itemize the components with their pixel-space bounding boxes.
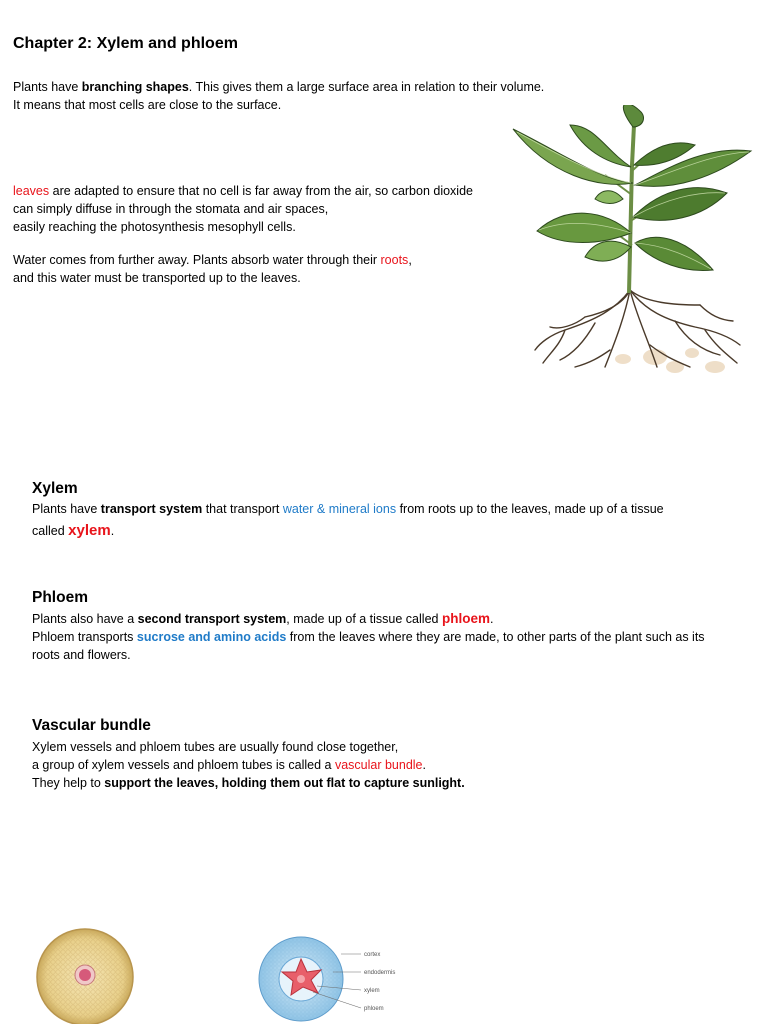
text: Phloem transports [32,630,137,644]
text: from the leaves where they are made, to other parts of the plant such as its [286,630,705,644]
text: , [408,253,412,267]
intro-line-2: It means that most cells are close to the surface. [13,98,282,112]
text: a group of xylem vessels and phloem tubes is called a [32,758,335,772]
label-xylem: xylem [364,988,380,994]
stele-diagram [255,928,405,1024]
text: Water comes from further away. Plants absorb water through their [13,253,381,267]
label-endodermis: endodermis [364,970,396,976]
bold-term: transport system [100,502,203,516]
text: They help to [32,776,105,790]
keyword-roots: roots [380,253,409,267]
keyword-leaves: leaves [13,184,50,198]
text: Plants have [32,502,101,516]
page-title: Chapter 2: Xylem and phloem [13,35,238,52]
text: called [32,524,69,538]
text: that transport [202,502,283,516]
text: , made up of a tissue called [286,612,442,626]
leaves-line-3: easily reaching the photosynthesis mesophyll cells. [13,220,296,234]
xylem-heading: Xylem [32,480,78,497]
text: . This gives them a large surface area in relation to their volume. [188,80,545,94]
vascular-line-3 [32,774,465,792]
phloem-heading: Phloem [32,589,88,606]
bold-term: second transport system [137,612,287,626]
label-phloem: phloem [364,1006,384,1012]
intro-line-1 [13,78,544,96]
phloem-line-3: roots and flowers. [32,648,131,662]
text: . [110,524,115,538]
root-cross-section [28,922,140,1024]
xylem-line-2 [32,522,664,540]
keyword-xylem: xylem [68,522,111,539]
water-line-2: and this water must be transported up to the leaves. [13,271,301,285]
keyword-vascular-bundle: vascular bundle [334,758,423,772]
phloem-line-1 [32,610,705,628]
leaves-paragraph [13,182,473,236]
text: from roots up to the leaves, made up of a tissue [396,502,664,516]
intro-paragraph [13,78,544,114]
label-cortex: cortex [364,952,381,958]
text: . [489,612,494,626]
bold-term: support the leaves, holding them out flat to capture sunlight. [104,776,465,790]
text: Plants have [13,80,82,94]
vascular-line-1: Xylem vessels and phloem tubes are usually found close together, [32,740,399,754]
plant-illustration [505,105,755,385]
keyword-sucrose: sucrose and amino acids [136,630,287,644]
phloem-paragraph [32,610,705,664]
leaves-line-1 [13,182,473,200]
water-paragraph [13,251,412,287]
bold-term: branching shapes [81,80,189,94]
text: . [422,758,426,772]
vascular-heading: Vascular bundle [32,717,151,734]
keyword-phloem: phloem [441,611,490,626]
phloem-line-2 [32,628,705,646]
vascular-line-2 [32,756,465,774]
leaves-line-2: can simply diffuse in through the stomata and air spaces, [13,202,329,216]
xylem-line-1 [32,500,664,518]
keyword-water-ions: water & mineral ions [282,502,397,516]
xylem-paragraph [32,500,664,540]
vascular-paragraph [32,738,465,792]
water-line-1 [13,251,412,269]
text: Plants also have a [32,612,138,626]
text: are adapted to ensure that no cell is far away from the air, so carbon dioxide [49,184,473,198]
